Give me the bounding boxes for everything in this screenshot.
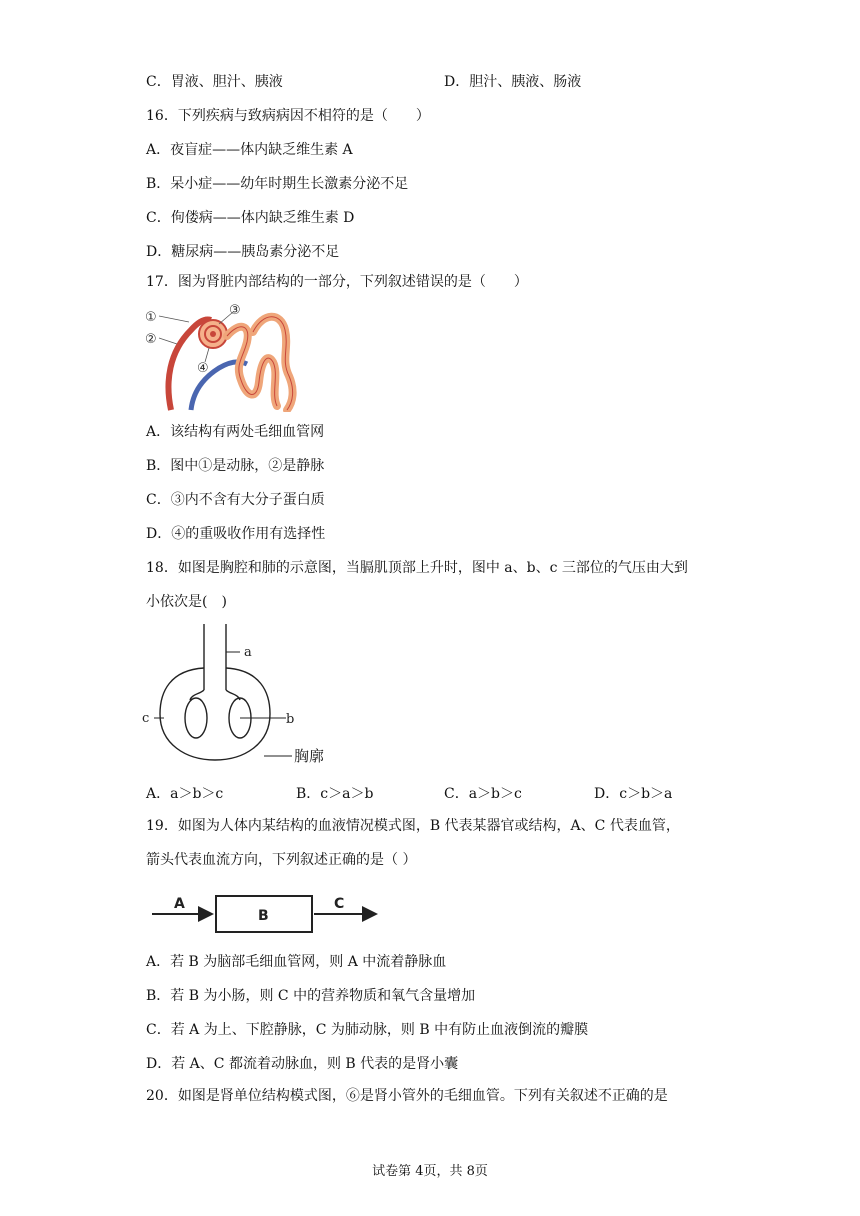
q19-stem-line1: 19．如图为人体内某结构的血液情况模式图，B 代表某器官或结构，A、C 代表血管， xyxy=(146,818,680,834)
q17-kidney-nephron-figure xyxy=(143,302,303,412)
q17-option-a: A．该结构有两处毛细血管网 xyxy=(146,424,325,440)
label-thorax: 胸廓 xyxy=(294,747,325,765)
q16-option-b: B．呆小症——幼年时期生长激素分泌不足 xyxy=(146,176,409,192)
q18-thorax-lung-figure xyxy=(140,622,340,772)
label-a: a xyxy=(244,645,252,660)
label-B: B xyxy=(258,908,269,924)
q19-blood-flow-figure xyxy=(148,888,388,938)
q18-option-c: C．a＞b＞c xyxy=(444,786,522,802)
q18-option-d: D．c＞b＞a xyxy=(594,786,673,802)
q19-option-a: A．若 B 为脑部毛细血管网，则 A 中流着静脉血 xyxy=(146,954,447,970)
q16-stem: 16．下列疾病与致病病因不相符的是（ ） xyxy=(146,108,430,124)
q17-option-c: C．③内不含有大分子蛋白质 xyxy=(146,492,325,508)
label-C: C xyxy=(334,896,345,912)
page-footer: 试卷第 4页，共 8页 xyxy=(372,1164,488,1179)
label-4: ④ xyxy=(197,361,209,376)
q16-option-d: D．糖尿病——胰岛素分泌不足 xyxy=(146,244,340,260)
q15-option-d: D．胆汁、胰液、肠液 xyxy=(444,74,582,90)
label-1: ① xyxy=(145,310,157,325)
q20-stem: 20．如图是肾单位结构模式图，⑥是肾小管外的毛细血管。下列有关叙述不正确的是 xyxy=(146,1088,668,1104)
q16-option-c: C．佝偻病——体内缺乏维生素 D xyxy=(146,210,355,226)
q19-stem-line2: 箭头代表血流方向，下列叙述正确的是（ ） xyxy=(146,852,417,868)
q15-option-c: C．胃液、胆汁、胰液 xyxy=(146,74,283,90)
q16-option-a: A．夜盲症——体内缺乏维生素 A xyxy=(146,142,353,158)
q19-option-b: B．若 B 为小肠，则 C 中的营养物质和氧气含量增加 xyxy=(146,988,476,1004)
label-b: b xyxy=(286,712,295,727)
q18-option-b: B．c＞a＞b xyxy=(296,786,374,802)
left-lung xyxy=(185,698,207,738)
label-2: ② xyxy=(145,332,157,347)
q18-option-a: A．a＞b＞c xyxy=(146,786,224,802)
q17-option-b: B．图中①是动脉，②是静脉 xyxy=(146,458,325,474)
thorax-outline xyxy=(160,668,270,760)
q17-option-d: D．④的重吸收作用有选择性 xyxy=(146,526,326,542)
label-3: ③ xyxy=(229,303,241,318)
q17-stem: 17．图为肾脏内部结构的一部分，下列叙述错误的是（ ） xyxy=(146,274,528,290)
q18-stem-line2: 小依次是( ) xyxy=(146,594,227,610)
q19-option-c: C．若 A 为上、下腔静脉，C 为肺动脉，则 B 中有防止血液倒流的瓣膜 xyxy=(146,1022,589,1038)
q19-option-d: D．若 A、C 都流着动脉血，则 B 代表的是肾小囊 xyxy=(146,1056,459,1072)
label-c: c xyxy=(142,711,150,726)
q18-stem-line1: 18．如图是胸腔和肺的示意图，当膈肌顶部上升时，图中 a、b、c 三部位的气压由大到 xyxy=(146,560,688,576)
label-A: A xyxy=(174,896,185,912)
